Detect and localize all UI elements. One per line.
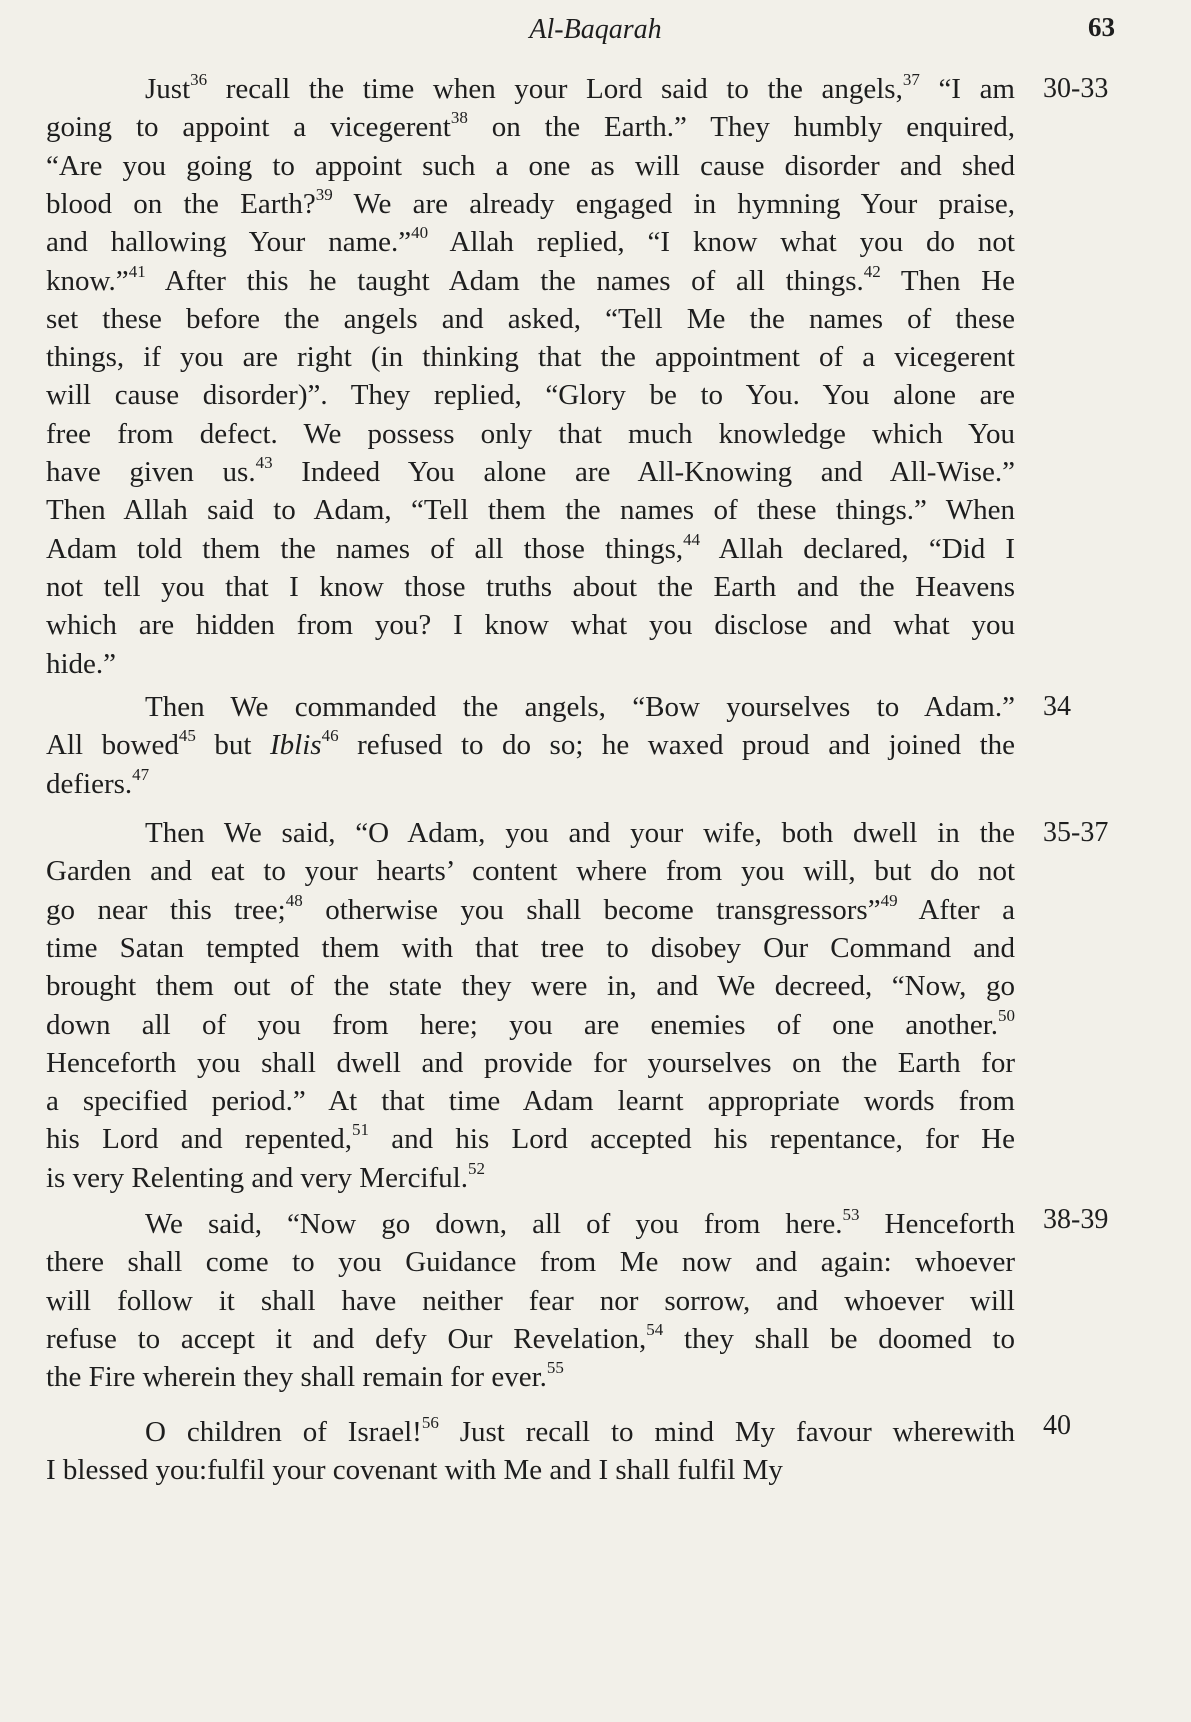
text-line: Garden and eat to your hearts’ content where from you will, but do not [46,855,1015,888]
page-number: 63 [1088,12,1115,42]
text-line: hide.” [46,647,117,680]
verse-reference: 35-37 [1043,817,1109,848]
text-line: and hallowing Your name.”$^{40}$ Allah replied, “I know what you do not [46,222,1015,259]
text-line: have given us.$^{43}$ Indeed You alone are All-Knowing and All-Wise.” [46,452,1015,488]
text-line: the Fire wherein they shall remain for ever.$^{55}$ [46,1357,564,1394]
verse-reference: 40 [1043,1410,1071,1441]
text-line: refuse to accept it and defy Our Revelation,$^{54}$ they shall be doomed to [46,1319,1015,1355]
verse-reference: 38-39 [1043,1204,1109,1235]
text-line: time Satan tempted them with that tree to disobey Our Command and [46,931,1015,964]
text-line: not tell you that I know those truths about the Earth and the Heavens [46,570,1015,603]
text-line: I blessed you:fulfil your covenant with Me and I shall fulfil My [46,1454,783,1487]
verse-reference: 30-33 [1043,73,1109,104]
text-line: defiers.$^{47}$ [46,764,150,800]
text-line: set these before the angels and asked, “Tell Me the names of these [46,302,1015,335]
text-line: brought them out of the state they were in, and We decreed, “Now, go [46,970,1015,1003]
text-line: Then We said, “O Adam, you and your wife, both dwell in the [145,817,1015,849]
text-line: Then We commanded the angels, “Bow yourselves to Adam.” [145,691,1015,723]
text-line: his Lord and repented,$^{51}$ and his Lord accepted his repentance, for He [46,1120,1015,1156]
text-line: will cause disorder)”. They replied, “Glory be to You. You alone are [46,379,1015,412]
text-line: blood on the Earth?$^{39}$ We are already engaged in hymning Your praise, [46,184,1015,220]
text-line: free from defect. We possess only that much knowledge which You [46,417,1015,450]
text-line: is very Relenting and very Merciful.$^{52}$ [46,1158,485,1194]
text-line: which are hidden from you? I know what you disclose and what you [46,609,1015,642]
text-line: We said, “Now go down, all of you from here.$^{53}$ Henceforth [145,1204,1015,1240]
text-line: O children of Israel!$^{56}$ Just recall to mind My favour wherewith [145,1412,1015,1448]
text-line: Just$^{36}$ recall the time when your Lord said to the angels,$^{37}$ “I am [145,69,1015,105]
text-line: Henceforth you shall dwell and provide for yourselves on the Earth for [46,1046,1015,1079]
text-line: Then Allah said to Adam, “Tell them the names of these things.” When [46,494,1015,527]
text-line: going to appoint a vicegerent$^{38}$ on the Earth.” They humbly enquired, [46,108,1015,144]
text-line: Adam told them the names of all those things,$^{44}$ Allah declared, “Did I [46,529,1015,565]
text-line: know.”$^{41}$ After this he taught Adam the names of all things.$^{42}$ Then He [46,261,1015,297]
verse-reference: 34 [1043,691,1071,722]
text-line: will follow it shall have neither fear nor sorrow, and whoever will [46,1284,1015,1317]
text-line: “Are you going to appoint such a one as will cause disorder and shed [46,149,1015,182]
text-line: things, if you are right (in thinking that the appointment of a vicegerent [46,341,1015,374]
text-line: go near this tree;$^{48}$ otherwise you shall become transgressors”$^{49}$ After a [46,890,1015,926]
text-line: down all of you from here; you are enemies of one another.$^{50}$ [46,1005,1015,1041]
text-line: All bowed$^{45}$ but Iblis$^{46}$ refused to do so; he waxed proud and joined the [46,726,1016,762]
text-line: there shall come to you Guidance from Me now and again: whoever [46,1246,1015,1279]
running-title: Al-Baqarah [529,14,662,45]
text-line: a specified period.” At that time Adam learnt appropriate words from [46,1085,1015,1118]
